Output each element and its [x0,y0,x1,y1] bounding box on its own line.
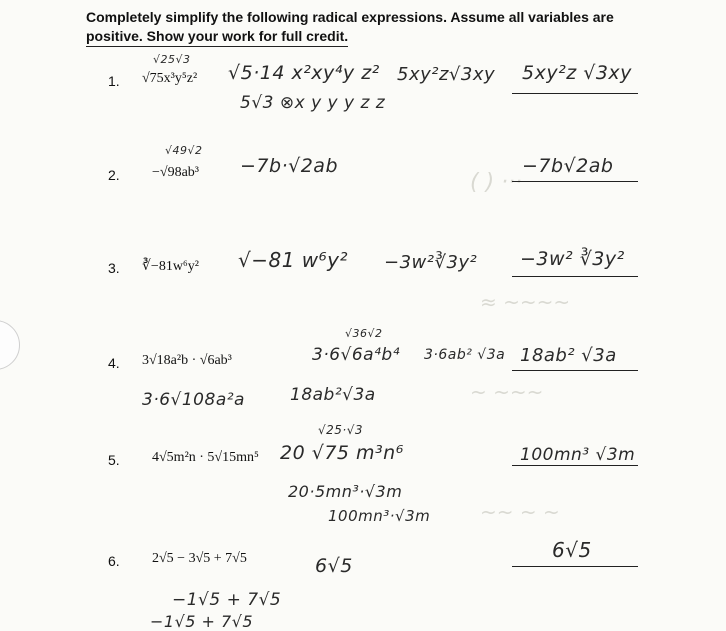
bleed-through-mark: ( ) ··· [470,170,523,195]
problem-hint: √49√2 [165,144,203,157]
work-step: 3·6√6a⁴b⁴ [312,345,401,365]
problem-number: 3. [108,260,120,276]
answer: 6√5 [552,538,592,562]
hole-punch [0,320,20,370]
instructions-line-1: Completely simplify the following radical expressions. Assume all variables are [86,9,614,25]
problem-number: 5. [108,452,120,468]
work-step: −3w²∛3y² [384,252,478,273]
answer: −3w² ∛3y² [520,248,625,270]
instructions-line-2: positive. Show your work for full credit. [86,27,348,47]
problem-hint: √36√2 [345,327,383,340]
bleed-through-mark: ≈ ~~~~ [480,290,571,314]
answer: 18ab² √3a [520,345,617,366]
instructions [86,8,686,47]
work-step: √5·14 x²xy⁴y z² [228,62,380,84]
work-step: −1√5 + 7√5 [172,590,282,610]
problem-expression: ∛−81w⁶y² [142,259,200,274]
work-step: 5√3 ⊗x y y y z z [240,93,386,113]
answer-line [512,93,638,94]
answer-line [512,370,638,371]
answer-line [512,566,638,567]
bleed-through-mark: ~ ~~~ [470,380,544,404]
work-step: 3·6ab² √3a [424,347,506,363]
work-step: 18ab²√3a [290,385,376,405]
answer-line [512,276,638,277]
work-step: √−81 w⁶y² [238,248,349,272]
answer-line [512,465,638,466]
problem-number: 1. [108,73,120,89]
work-step: 20 √75 m³n⁶ [280,442,404,464]
problem-number: 2. [108,167,120,183]
problem-expression: 3√18a²b · √6ab³ [142,353,232,368]
answer: −7b√2ab [522,155,614,177]
work-step: 20·5mn³·√3m [288,482,403,501]
work-step: 100mn³·√3m [328,507,431,525]
problem-expression: −√98ab³ [152,165,199,180]
problem-hint: √25√3 [153,53,191,66]
bleed-through-mark: ~~ ~ ~ [480,500,560,524]
problem-number: 4. [108,355,120,371]
answer-line [512,181,638,182]
work-step: 5xy²z√3xy [397,64,496,85]
work-step: 3·6√108a²a [142,390,245,410]
problem-expression: √75x³y⁵z² [142,71,198,86]
problem-expression: 4√5m²n · 5√15mn⁵ [152,450,259,465]
answer: 100mn³ √3m [520,445,636,465]
problem-hint: √25·√3 [318,423,364,437]
problem-number: 6. [108,553,120,569]
work-step: 6√5 [315,555,353,577]
work-step: −1√5 + 7√5 [150,612,254,631]
problem-expression: 2√5 − 3√5 + 7√5 [152,551,247,566]
work-step: −7b·√2ab [240,155,339,177]
answer: 5xy²z √3xy [522,62,632,84]
